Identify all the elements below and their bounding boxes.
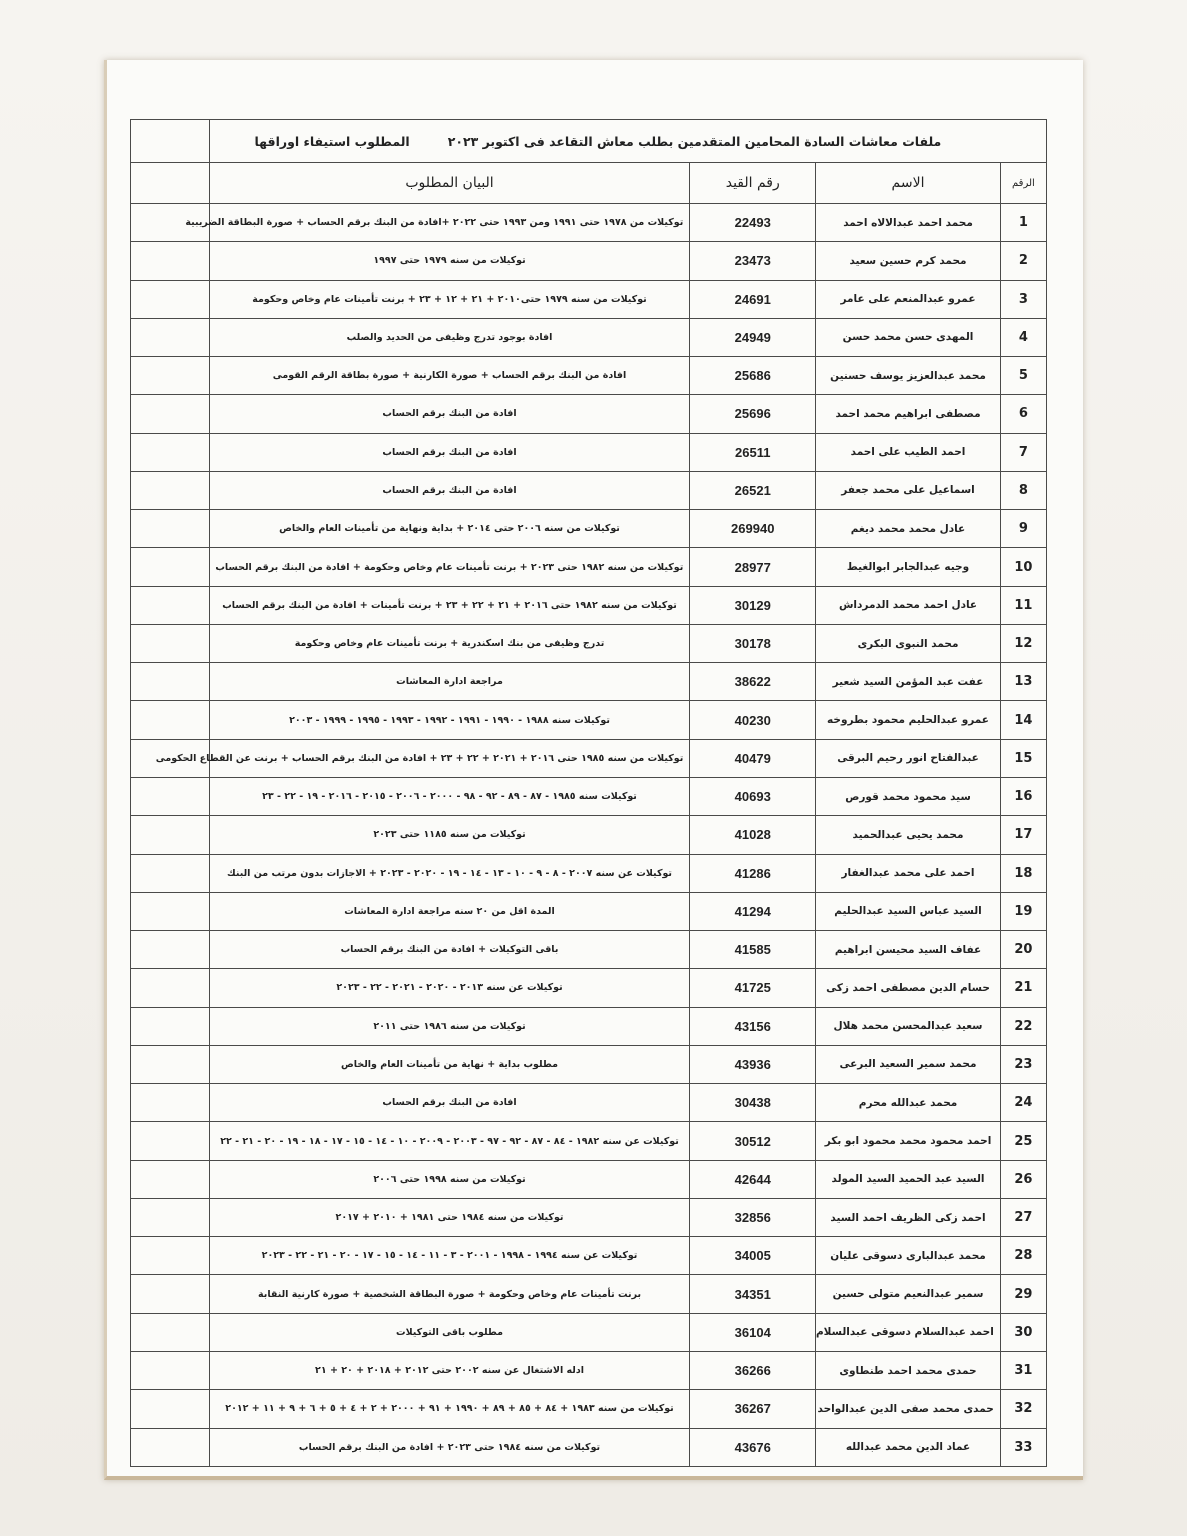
row-name: المهدى حسن محمد حسن	[816, 318, 1001, 356]
header-number: الرقم	[1000, 163, 1046, 204]
table-row	[131, 357, 1047, 395]
row-empty-cell	[131, 242, 210, 280]
row-number: 23	[1000, 1045, 1046, 1083]
table-row	[131, 816, 1047, 854]
table-row	[131, 1351, 1047, 1389]
pension-files-table	[130, 119, 1047, 1467]
row-number: 4	[1000, 318, 1046, 356]
table-row	[131, 1007, 1047, 1045]
row-registration: 41028	[690, 816, 816, 854]
row-registration: 30129	[690, 586, 816, 624]
row-registration: 32856	[690, 1198, 816, 1236]
row-number: 7	[1000, 433, 1046, 471]
row-number: 15	[1000, 739, 1046, 777]
row-empty-cell	[131, 854, 210, 892]
table-row	[131, 739, 1047, 777]
table-row	[131, 1122, 1047, 1160]
row-number: 32	[1000, 1390, 1046, 1428]
row-name: عمرو عبدالحليم محمود بطروخه	[816, 701, 1001, 739]
row-registration: 30512	[690, 1122, 816, 1160]
row-number: 26	[1000, 1160, 1046, 1198]
row-registration: 41294	[690, 892, 816, 930]
row-description: توكيلات عن سنه ٢٠٠٧ - ٨ - ٩ - ١٠ - ١٣ - ١٤ - ١٩ - ٢٠٢٠ - ٢٠٢٣ + الاجازات بدون مرتب من البنك	[209, 854, 690, 892]
row-description: توكيلات سنه ١٩٨٨ - ١٩٩٠ - ١٩٩١ - ١٩٩٢ - ١٩٩٣ - ١٩٩٥ - ١٩٩٩ - ٢٠٠٣	[209, 701, 690, 739]
row-description: توكيلات من سنه ١٩٨٢ حتى ٢٠٢٣ + برنت تأمينات عام وخاص وحكومة + افادة من البنك برقم الحساب	[209, 548, 690, 586]
row-empty-cell	[131, 586, 210, 624]
row-registration: 36267	[690, 1390, 816, 1428]
row-number: 22	[1000, 1007, 1046, 1045]
row-number: 17	[1000, 816, 1046, 854]
row-description: ادله الاشتغال عن سنه ٢٠٠٢ حتى ٢٠١٢ + ٢٠١٨ + ٢٠ + ٢١	[209, 1351, 690, 1389]
row-description: توكيلات من ١٩٧٨ حتى ١٩٩١ ومن ١٩٩٣ حتى ٢٠٢٢ +افادة من البنك برقم الحساب + صورة البطاقة الضريبية	[209, 204, 690, 242]
row-name: احمد محمود محمد محمود ابو بكر	[816, 1122, 1001, 1160]
row-registration: 34005	[690, 1237, 816, 1275]
row-empty-cell	[131, 701, 210, 739]
table-row	[131, 1313, 1047, 1351]
table-row	[131, 586, 1047, 624]
row-number: 25	[1000, 1122, 1046, 1160]
row-number: 33	[1000, 1428, 1046, 1466]
row-registration: 26521	[690, 471, 816, 509]
row-description: افادة من البنك برقم الحساب	[209, 1084, 690, 1122]
row-description: باقى التوكيلات + افادة من البنك برقم الحساب	[209, 931, 690, 969]
row-empty-cell	[131, 892, 210, 930]
row-registration: 40479	[690, 739, 816, 777]
row-empty-cell	[131, 1198, 210, 1236]
row-description: افادة بوجود تدرج وظيفى من الحديد والصلب	[209, 318, 690, 356]
row-name: عمرو عبدالمنعم على عامر	[816, 280, 1001, 318]
row-name: عبدالفتاح انور رحيم البرقى	[816, 739, 1001, 777]
header-description: البيان المطلوب	[209, 163, 690, 204]
row-name: اسماعيل على محمد جعفر	[816, 471, 1001, 509]
row-description: المدة اقل من ٢٠ سنه مراجعة ادارة المعاشات	[209, 892, 690, 930]
row-name: السيد عباس السيد عبدالحليم	[816, 892, 1001, 930]
row-registration: 41725	[690, 969, 816, 1007]
row-description: توكيلات عن سنه ١٩٨٢ - ٨٤ - ٨٧ - ٩٢ - ٩٧ - ٢٠٠٣ - ٢٠٠٩ - ١٠ - ١٤ - ١٥ - ١٧ - ١٨ - ١٩ - ٢٠ - ٢١ - ٢٢	[209, 1122, 690, 1160]
row-number: 19	[1000, 892, 1046, 930]
table-row	[131, 1084, 1047, 1122]
table-row	[131, 663, 1047, 701]
row-empty-cell	[131, 1160, 210, 1198]
title-row	[131, 120, 1047, 163]
row-name: سيد محمود محمد قورص	[816, 777, 1001, 815]
table-row	[131, 892, 1047, 930]
row-name: محمد النبوى البكرى	[816, 624, 1001, 662]
row-number: 8	[1000, 471, 1046, 509]
row-empty-cell	[131, 471, 210, 509]
row-registration: 40230	[690, 701, 816, 739]
row-description: افادة من البنك برقم الحساب	[209, 471, 690, 509]
table-row	[131, 969, 1047, 1007]
row-description: برنت تأمينات عام وخاص وحكومة + صورة البطاقة الشخصية + صورة كارنية النقابة	[209, 1275, 690, 1313]
row-number: 29	[1000, 1275, 1046, 1313]
table-row	[131, 1390, 1047, 1428]
row-number: 11	[1000, 586, 1046, 624]
table-row	[131, 433, 1047, 471]
row-registration: 24949	[690, 318, 816, 356]
table-row	[131, 1045, 1047, 1083]
row-name: محمد سمير السعيد البرعى	[816, 1045, 1001, 1083]
row-number: 9	[1000, 510, 1046, 548]
row-number: 12	[1000, 624, 1046, 662]
row-description: توكيلات عن سنه ١٩٩٤ - ١٩٩٨ - ٢٠٠١ - ٣ - ١١ - ١٤ - ١٥ - ١٧ - ٢٠ - ٢١ - ٢٢ - ٢٠٢٣	[209, 1237, 690, 1275]
document-subtitle: المطلوب استيفاء اوراقها	[254, 133, 410, 149]
row-number: 21	[1000, 969, 1046, 1007]
row-empty-cell	[131, 1084, 210, 1122]
row-number: 10	[1000, 548, 1046, 586]
row-description: توكيلات سنه ١٩٨٥ - ٨٧ - ٨٩ - ٩٢ - ٩٨ - ٢٠٠٠ - ٢٠٠٦ - ٢٠١٥ - ٢٠١٦ - ١٩ - ٢٢ - ٢٣	[209, 777, 690, 815]
row-registration: 43676	[690, 1428, 816, 1466]
row-description: توكيلات من سنه ٢٠٠٦ حتى ٢٠١٤ + بداية ونهاية من تأمينات العام والخاص	[209, 510, 690, 548]
row-empty-cell	[131, 510, 210, 548]
row-registration: 26511	[690, 433, 816, 471]
row-name: محمد عبدالبارى دسوقى عليان	[816, 1237, 1001, 1275]
row-empty-cell	[131, 1122, 210, 1160]
row-registration: 40693	[690, 777, 816, 815]
row-name: احمد زكى الظريف احمد السيد	[816, 1198, 1001, 1236]
row-name: احمد على محمد عبدالغفار	[816, 854, 1001, 892]
row-number: 28	[1000, 1237, 1046, 1275]
row-empty-cell	[131, 1313, 210, 1351]
header-empty	[131, 163, 210, 204]
row-empty-cell	[131, 663, 210, 701]
row-description: افادة من البنك برقم الحساب + صورة الكارنية + صورة بطاقة الرقم القومى	[209, 357, 690, 395]
row-number: 31	[1000, 1351, 1046, 1389]
table-row	[131, 204, 1047, 242]
row-description: توكيلات من سنه ١٩٩٨ حتى ٢٠٠٦	[209, 1160, 690, 1198]
row-name: احمد الطيب على احمد	[816, 433, 1001, 471]
row-name: محمد كرم حسين سعيد	[816, 242, 1001, 280]
row-name: احمد عبدالسلام دسوقى عبدالسلام	[816, 1313, 1001, 1351]
row-description: تدرج وظيفى من بنك اسكندرية + برنت تأمينات عام وخاص وحكومة	[209, 624, 690, 662]
row-name: محمد عبدالله محرم	[816, 1084, 1001, 1122]
row-empty-cell	[131, 318, 210, 356]
row-empty-cell	[131, 433, 210, 471]
row-name: سعيد عبدالمحسن محمد هلال	[816, 1007, 1001, 1045]
row-registration: 25696	[690, 395, 816, 433]
row-registration: 42644	[690, 1160, 816, 1198]
table-row	[131, 854, 1047, 892]
row-number: 30	[1000, 1313, 1046, 1351]
row-registration: 34351	[690, 1275, 816, 1313]
table-row	[131, 931, 1047, 969]
row-registration: 38622	[690, 663, 816, 701]
row-registration: 23473	[690, 242, 816, 280]
row-registration: 36266	[690, 1351, 816, 1389]
header-name: الاسم	[816, 163, 1001, 204]
row-empty-cell	[131, 1275, 210, 1313]
row-description: افادة من البنك برقم الحساب	[209, 433, 690, 471]
table-row	[131, 1275, 1047, 1313]
row-number: 2	[1000, 242, 1046, 280]
row-description: توكيلات من سنه ١٩٨٢ حتى ٢٠١٦ + ٢١ + ٢٢ + ٢٣ + برنت تأمينات + افادة من البنك برقم الحساب	[209, 586, 690, 624]
table-row	[131, 624, 1047, 662]
row-registration: 22493	[690, 204, 816, 242]
table-row	[131, 280, 1047, 318]
row-registration: 25686	[690, 357, 816, 395]
row-description: توكيلات من سنه ١٩٨٦ حتى ٢٠١١	[209, 1007, 690, 1045]
row-name: محمد يحيى عبدالحميد	[816, 816, 1001, 854]
header-row	[131, 163, 1047, 204]
row-empty-cell	[131, 969, 210, 1007]
table-row	[131, 242, 1047, 280]
row-name: حمدى محمد صفى الدين عبدالواحد	[816, 1390, 1001, 1428]
row-number: 24	[1000, 1084, 1046, 1122]
row-name: مصطفى ابراهيم محمد احمد	[816, 395, 1001, 433]
table-row	[131, 777, 1047, 815]
row-empty-cell	[131, 624, 210, 662]
row-description: توكيلات من سنه ١٩٨٣ + ٨٤ + ٨٥ + ٨٩ + ١٩٩٠ + ٩١ + ٢٠٠٠ + ٢ + ٤ + ٥ + ٦ + ٩ + ١١ + ٢٠١٢	[209, 1390, 690, 1428]
row-registration: 43936	[690, 1045, 816, 1083]
title-cell	[209, 120, 1046, 163]
row-description: مطلوب بداية + نهاية من تأمينات العام والخاص	[209, 1045, 690, 1083]
row-empty-cell	[131, 1390, 210, 1428]
row-name: سمير عبدالنعيم متولى حسين	[816, 1275, 1001, 1313]
table-body	[131, 120, 1047, 1467]
row-name: محمد عبدالعزيز يوسف حسنين	[816, 357, 1001, 395]
row-name: وجيه عبدالجابر ابوالغيط	[816, 548, 1001, 586]
table-row	[131, 395, 1047, 433]
title-wrap	[216, 134, 1040, 149]
row-name: عفت عبد المؤمن السيد شعير	[816, 663, 1001, 701]
row-registration: 30438	[690, 1084, 816, 1122]
row-name: محمد احمد عبدالالاه احمد	[816, 204, 1001, 242]
table-row	[131, 1160, 1047, 1198]
row-registration: 30178	[690, 624, 816, 662]
row-number: 5	[1000, 357, 1046, 395]
table-row	[131, 1428, 1047, 1466]
row-name: عماد الدين محمد عبدالله	[816, 1428, 1001, 1466]
header-registration: رقم القيد	[690, 163, 816, 204]
row-number: 16	[1000, 777, 1046, 815]
row-number: 6	[1000, 395, 1046, 433]
row-number: 18	[1000, 854, 1046, 892]
row-number: 13	[1000, 663, 1046, 701]
row-empty-cell	[131, 357, 210, 395]
row-number: 27	[1000, 1198, 1046, 1236]
row-empty-cell	[131, 395, 210, 433]
table-row	[131, 510, 1047, 548]
row-description: توكيلات من سنه ١١٨٥ حتى ٢٠٢٣	[209, 816, 690, 854]
row-registration: 36104	[690, 1313, 816, 1351]
row-empty-cell	[131, 816, 210, 854]
table-row	[131, 318, 1047, 356]
row-registration: 24691	[690, 280, 816, 318]
row-description: توكيلات من سنه ١٩٨٥ حتى ٢٠١٦ + ٢٠٢١ + ٢٢ + ٢٣ + افادة من البنك برقم الحساب + برنت عن القطاع الحكومى	[209, 739, 690, 777]
document-title: ملفات معاشات السادة المحامين المتقدمين بطلب معاش التقاعد فى اكتوبر ٢٠٢٣	[447, 133, 942, 149]
row-registration: 41286	[690, 854, 816, 892]
row-number: 14	[1000, 701, 1046, 739]
table-row	[131, 1198, 1047, 1236]
row-registration: 41585	[690, 931, 816, 969]
table-row	[131, 471, 1047, 509]
row-empty-cell	[131, 931, 210, 969]
row-registration: 28977	[690, 548, 816, 586]
row-number: 20	[1000, 931, 1046, 969]
row-number: 3	[1000, 280, 1046, 318]
row-number: 1	[1000, 204, 1046, 242]
row-registration: 269940	[690, 510, 816, 548]
row-description: توكيلات عن سنه ٢٠١٣ - ٢٠٢٠ - ٢٠٢١ - ٢٢ - ٢٠٢٣	[209, 969, 690, 1007]
row-description: مطلوب باقى التوكيلات	[209, 1313, 690, 1351]
row-empty-cell	[131, 1045, 210, 1083]
row-name: السيد عبد الحميد السيد المولد	[816, 1160, 1001, 1198]
row-name: حسام الدين مصطفى احمد زكى	[816, 969, 1001, 1007]
row-name: عادل محمد محمد ديغم	[816, 510, 1001, 548]
row-empty-cell	[131, 1351, 210, 1389]
row-empty-cell	[131, 1007, 210, 1045]
row-description: افادة من البنك برقم الحساب	[209, 395, 690, 433]
row-empty-cell	[131, 280, 210, 318]
row-name: عفاف السيد محيسن ابراهيم	[816, 931, 1001, 969]
row-empty-cell	[131, 1237, 210, 1275]
row-description: توكيلات من سنه ١٩٧٩ حتى٢٠١٠ + ٢١ + ١٢ + ٢٣ + برنت تأمينات عام وخاص وحكومة	[209, 280, 690, 318]
table-row	[131, 548, 1047, 586]
title-empty-cell	[131, 120, 210, 163]
row-empty-cell	[131, 548, 210, 586]
row-description: مراجعة ادارة المعاشات	[209, 663, 690, 701]
row-description: توكيلات من سنه ١٩٨٤ حتى ١٩٨١ + ٢٠١٠ + ٢٠١٧	[209, 1198, 690, 1236]
row-description: توكيلات من سنه ١٩٨٤ حتى ٢٠٢٣ + افادة من البنك برقم الحساب	[209, 1428, 690, 1466]
table-row	[131, 1237, 1047, 1275]
row-name: عادل احمد محمد الدمرداش	[816, 586, 1001, 624]
row-empty-cell	[131, 777, 210, 815]
row-registration: 43156	[690, 1007, 816, 1045]
row-empty-cell	[131, 1428, 210, 1466]
row-name: حمدى محمد احمد طنطاوى	[816, 1351, 1001, 1389]
row-description: توكيلات من سنه ١٩٧٩ حتى ١٩٩٧	[209, 242, 690, 280]
table-row	[131, 701, 1047, 739]
